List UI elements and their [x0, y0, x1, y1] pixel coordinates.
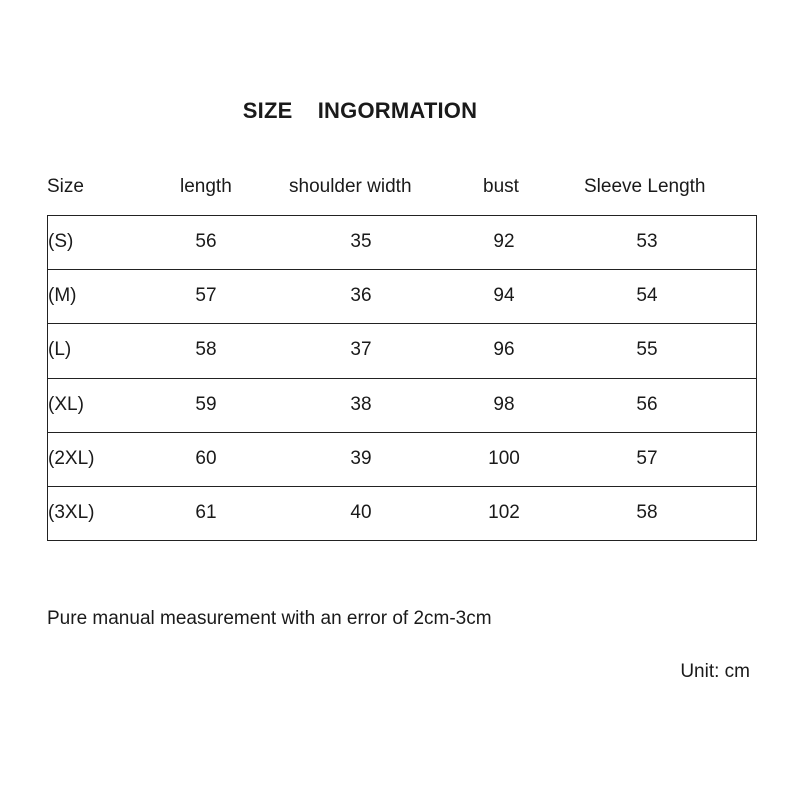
- size-table: [47, 215, 757, 541]
- cell-size: (S): [48, 231, 74, 252]
- measurement-note: Pure manual measurement with an error of 2cm-3cm: [47, 608, 492, 629]
- cell-size: (M): [48, 285, 77, 307]
- page-title: SIZE INGORMATION: [242, 98, 478, 123]
- cell-shoulder-width: 37: [350, 339, 372, 361]
- cell-sleeve-length: 54: [636, 285, 658, 307]
- cell-length: 58: [195, 339, 217, 361]
- cell-shoulder-width: 40: [350, 501, 372, 523]
- cell-length: 57: [195, 285, 217, 307]
- table-row: [48, 433, 756, 487]
- cell-bust: 102: [488, 501, 520, 523]
- cell-bust: 94: [493, 285, 515, 307]
- cell-bust: 96: [493, 339, 515, 361]
- table-row: [48, 324, 756, 378]
- table-row: [48, 379, 756, 433]
- header-length: length: [180, 176, 232, 197]
- header-sleeve-length: Sleeve Length: [584, 176, 706, 197]
- header-shoulder-width: shoulder width: [289, 176, 412, 197]
- cell-sleeve-length: 58: [636, 501, 658, 523]
- table-header-row: [47, 176, 757, 204]
- cell-bust: 92: [493, 231, 515, 252]
- table-row: [48, 216, 756, 270]
- header-size: Size: [47, 176, 84, 197]
- cell-sleeve-length: 56: [636, 393, 658, 415]
- cell-bust: 98: [493, 393, 515, 415]
- cell-size: (XL): [48, 393, 84, 415]
- table-row: [48, 270, 756, 324]
- cell-length: 59: [195, 393, 217, 415]
- table-row: [48, 487, 756, 540]
- cell-sleeve-length: 53: [636, 231, 658, 252]
- header-bust: bust: [483, 176, 519, 197]
- cell-length: 61: [195, 501, 217, 523]
- unit-label: Unit: cm: [680, 661, 750, 682]
- cell-size: (3XL): [48, 501, 95, 523]
- cell-sleeve-length: 55: [636, 339, 658, 361]
- cell-shoulder-width: 36: [350, 285, 372, 307]
- cell-shoulder-width: 38: [350, 393, 372, 415]
- cell-shoulder-width: 35: [350, 231, 372, 252]
- cell-size: (2XL): [48, 447, 95, 469]
- cell-length: 56: [195, 231, 217, 252]
- cell-size: (L): [48, 339, 72, 361]
- cell-length: 60: [195, 447, 217, 469]
- cell-shoulder-width: 39: [350, 447, 372, 469]
- cell-bust: 100: [488, 447, 520, 469]
- cell-sleeve-length: 57: [636, 447, 658, 469]
